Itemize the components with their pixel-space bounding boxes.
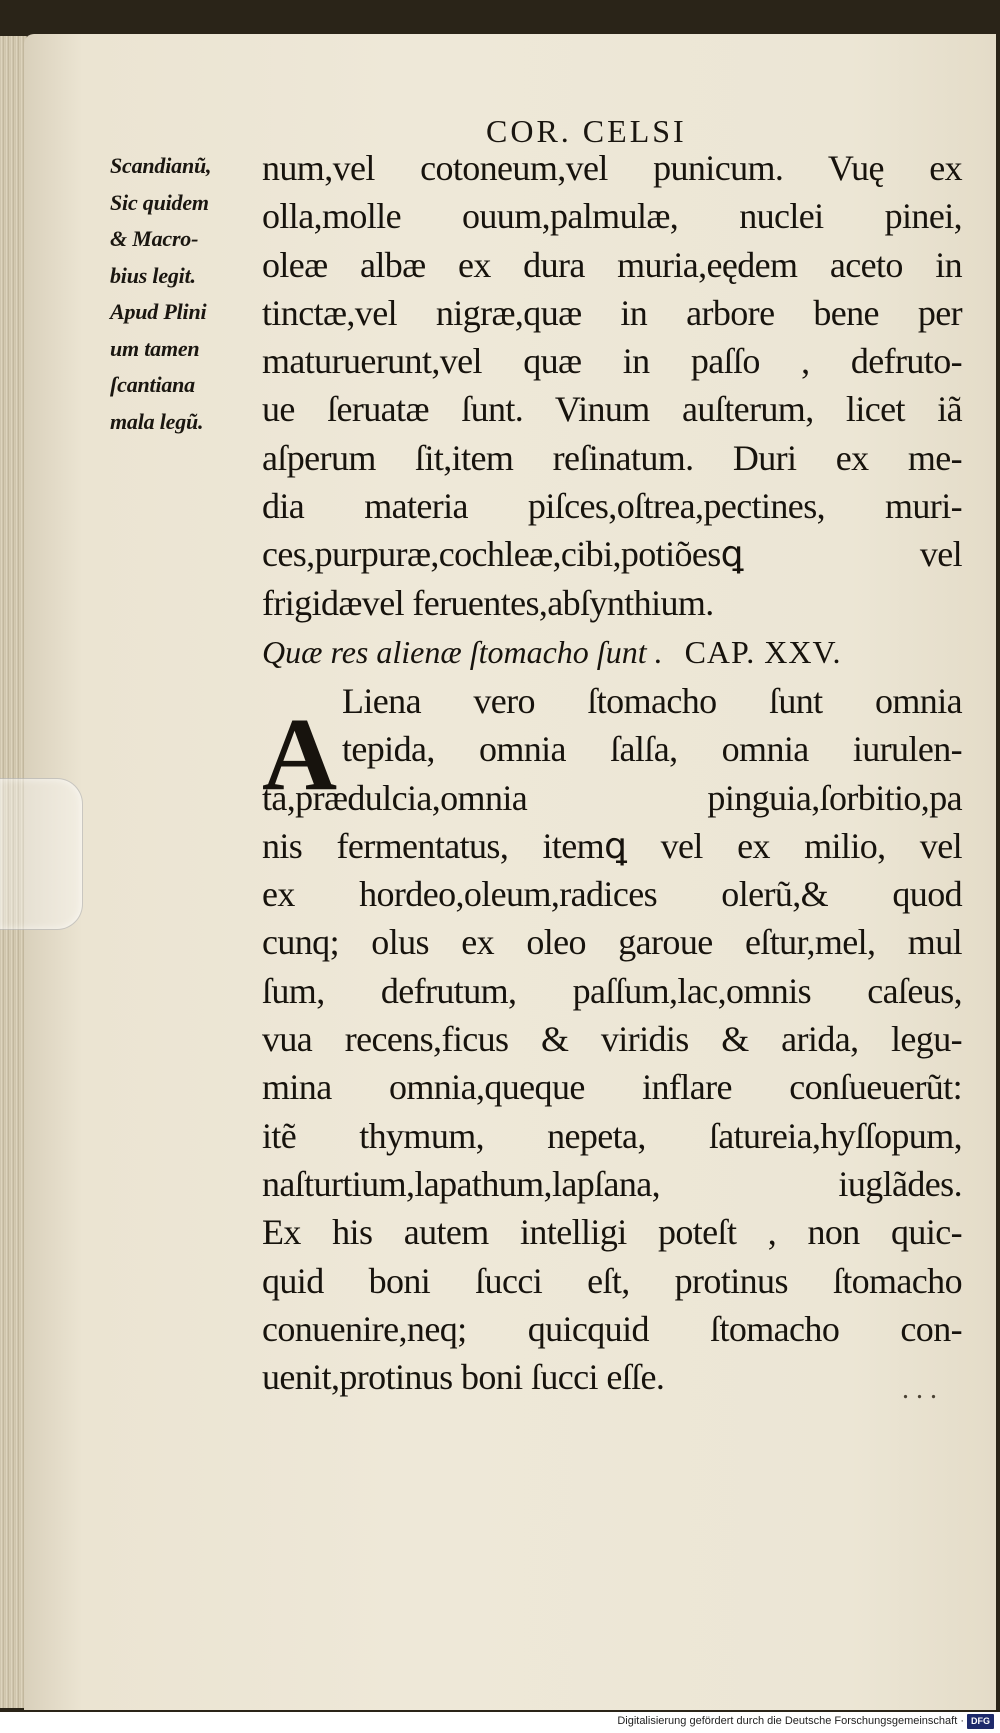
text-line: ex hordeo,oleum,radices olerũ,& quod <box>262 874 962 915</box>
text-line: uenit,protinus boni ſucci eſſe. <box>262 1357 665 1398</box>
text-line: oleæ albæ ex dura muria,eędem aceto in <box>262 244 962 285</box>
text-line: frigidævel feruentes,abſynthium. <box>262 582 714 623</box>
marginal-note-line: Sic quidem <box>110 189 209 215</box>
chapter-heading <box>262 627 962 677</box>
dfg-logo: DFG <box>967 1714 994 1729</box>
text-line: quid boni ſucci eſt, protinus ſtomacho <box>262 1260 962 1301</box>
text-line: Ex his autem intelligi poteſt , non quic- <box>262 1212 962 1253</box>
trailing-dots: . . . <box>902 1374 937 1405</box>
marginal-note-line: um tamen <box>110 335 200 361</box>
text-line: nis fermentatus, itemꝗ vel ex milio, vel <box>262 825 962 866</box>
text-line: maturuerunt,vel quæ in paſſo , defruto- <box>262 341 962 382</box>
page-clip <box>0 778 83 930</box>
text-line: ces,purpuræ,cochleæ,cibi,potiõesꝗ vel <box>262 534 962 575</box>
footer-credit: Digitalisierung gefördert durch die Deutsche Forschungsgemeinschaft · <box>617 1715 964 1727</box>
marginal-note-line: & Macro- <box>110 226 199 251</box>
text-line: Liena vero ſtomacho ſunt omnia <box>342 680 962 721</box>
chapter-title: Quæ res alienæ ſtomacho ſunt . <box>262 633 663 670</box>
marginal-note-line: mala legũ. <box>110 408 204 434</box>
chapter-number: CAP. XXV. <box>684 633 842 670</box>
text-line: aſperum ſit,item reſinatum. Duri ex me- <box>262 437 962 478</box>
text-line: tepida, omnia ſalſa, omnia iurulen- <box>342 729 962 770</box>
running-head: COR. CELSI <box>486 113 687 149</box>
text-line: dia materia piſces,oſtrea,pectines, muri- <box>262 486 962 527</box>
marginal-note-line: Scandianũ, <box>110 153 212 178</box>
text-line: mina omnia,queque inflare conſueuerũt: <box>262 1067 962 1108</box>
text-line: tinctæ,vel nigræ,quæ in arbore bene per <box>262 292 962 333</box>
drop-cap: A <box>262 697 338 812</box>
text-line: naſturtium,lapathum,lapſana, iuglãdes. <box>262 1163 962 1204</box>
text-line: ta,prædulcia,omnia pinguia,ſorbitio,pa <box>262 777 962 818</box>
marginal-note-line: ſcantiana <box>110 372 195 397</box>
marginal-note <box>110 148 260 440</box>
text-line: olla,molle ouum,palmulæ, nuclei pinei, <box>262 196 962 237</box>
text-line: itẽ thymum, nepeta, ſatureia,hyſſopum, <box>262 1115 962 1156</box>
text-line: ſum, defrutum, paſſum,lac,omnis caſeus, <box>262 970 962 1011</box>
body-text <box>262 144 962 1401</box>
digitization-footer <box>0 1712 1000 1733</box>
text-line: cunq; olus ex oleo garoue eſtur,mel, mul <box>262 922 962 963</box>
text-line: vua recens,ficus & viridis & arida, legu- <box>262 1019 962 1060</box>
text-line: num,vel cotoneum,vel punicum. Vuę ex <box>262 148 962 188</box>
marginal-note-line: Apud Plini <box>110 299 207 324</box>
text-line: conuenire,neq; quicquid ſtomacho con- <box>262 1308 962 1349</box>
text-line: ue ſeruatæ ſunt. Vinum auſterum, licet iã <box>262 389 962 430</box>
marginal-note-line: bius legit. <box>110 262 196 288</box>
